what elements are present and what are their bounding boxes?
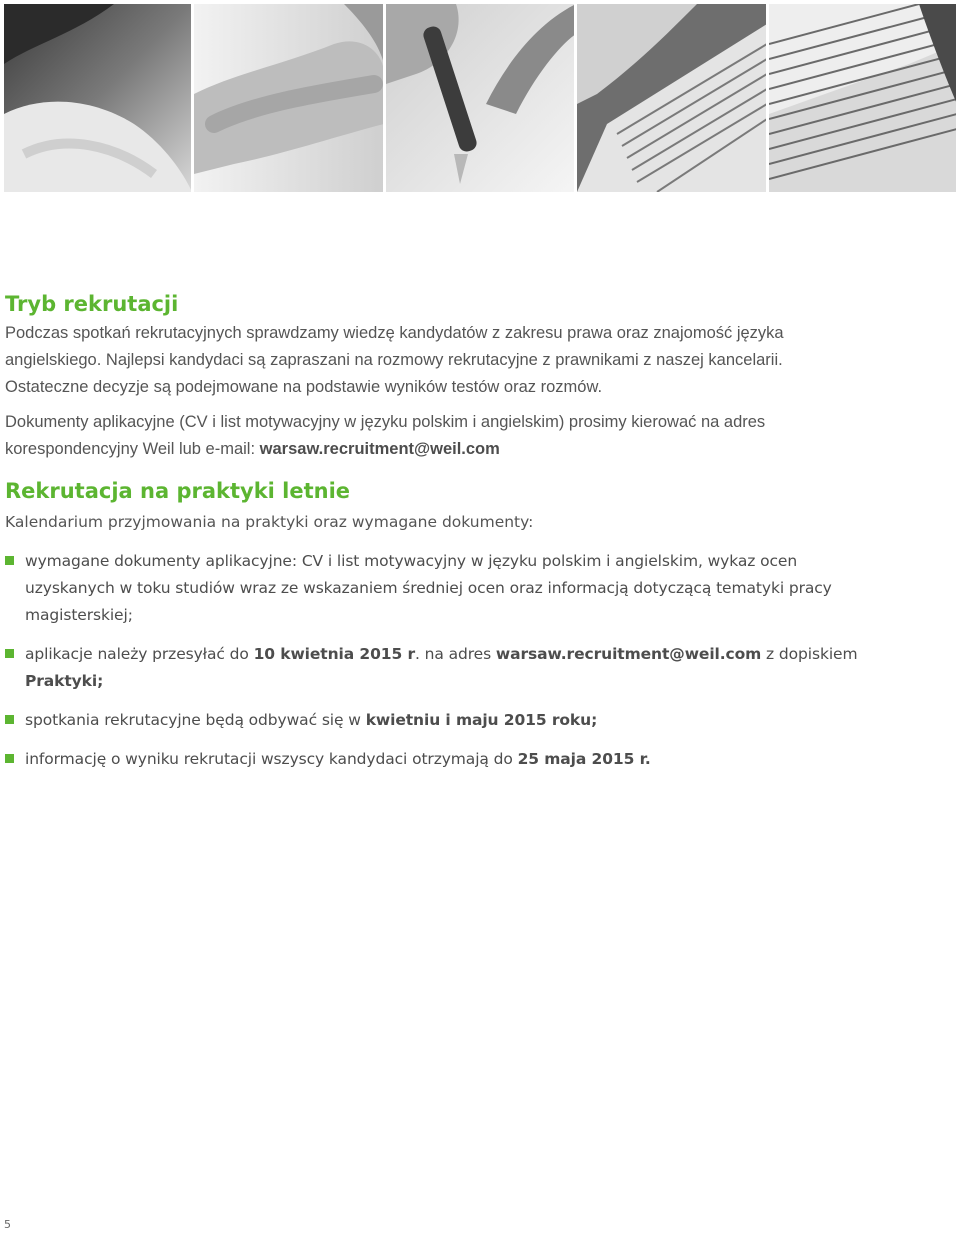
email-link[interactable]: warsaw.recruitment@weil.com	[259, 440, 500, 458]
para-documents-line: Dokumenty aplikacyjne (CV i list motywacyjny w języku polskim i angielskim) prosimy kierować na adres	[5, 413, 766, 431]
list-item	[5, 746, 940, 773]
list-item-text: spotkania rekrutacyjne będą odbywać się w	[25, 711, 366, 729]
photo-panel-fingers	[194, 4, 383, 192]
requirements-list	[5, 548, 940, 773]
para-recruitment-line: angielskiego. Najlepsi kandydaci są zapraszani na rozmowy rekrutacyjne z prawnikami z naszej kancelarii.	[5, 351, 783, 369]
para-recruitment-line: Podczas spotkań rekrutacyjnych sprawdzamy wiedzę kandydatów z zakresu prawa oraz znajomość języka	[5, 324, 784, 342]
section-title-tryb: Tryb rekrutacji	[5, 292, 179, 316]
result-date: 25 maja 2015 r.	[517, 750, 651, 768]
subject-tag: Praktyki;	[25, 672, 104, 690]
photo-panel-page-text	[769, 4, 956, 192]
bullet-square-icon	[5, 754, 14, 763]
list-item-text: informację o wyniku rekrutacji wszyscy kandydaci otrzymają do	[25, 750, 518, 768]
list-item-text: magisterskiej;	[25, 606, 133, 624]
meeting-period: kwietniu i maju 2015 roku;	[365, 711, 598, 729]
para-documents-line	[5, 436, 940, 463]
deadline-date: 10 kwietnia 2015 r	[253, 645, 415, 663]
para-documents-text: korespondencyjny Weil lub e-mail:	[5, 440, 260, 458]
header-photo-strip	[4, 4, 956, 192]
list-item-text: wymagane dokumenty aplikacyjne: CV i list motywacyjny w języku polskim i angielskim, wykaz ocen	[25, 552, 798, 570]
list-item	[5, 548, 940, 629]
section-subtitle: Kalendarium przyjmowania na praktyki oraz wymagane dokumenty:	[5, 513, 534, 531]
bullet-square-icon	[5, 715, 14, 724]
photo-panel-pen	[386, 4, 575, 192]
photo-panel-hand	[4, 4, 191, 192]
main-content	[5, 292, 940, 773]
list-item	[5, 641, 940, 695]
list-item-text: aplikacje należy przesyłać do	[25, 645, 254, 663]
email-link[interactable]: warsaw.recruitment@weil.com	[495, 645, 762, 663]
para-recruitment-line: Ostateczne decyzje są podejmowane na podstawie wyników testów oraz rozmów.	[5, 378, 603, 396]
bullet-square-icon	[5, 556, 14, 565]
bullet-square-icon	[5, 649, 14, 658]
section-title-praktyki: Rekrutacja na praktyki letnie	[5, 479, 351, 503]
page-number: 5	[4, 1218, 11, 1231]
list-item	[5, 707, 940, 734]
list-item-text: uzyskanych w toku studiów wraz ze wskazaniem średniej ocen oraz informacją dotyczącą tematyki pracy	[25, 579, 832, 597]
photo-panel-document	[577, 4, 766, 192]
list-item-text: . na adres	[415, 645, 496, 663]
list-item-text: z dopiskiem	[761, 645, 858, 663]
